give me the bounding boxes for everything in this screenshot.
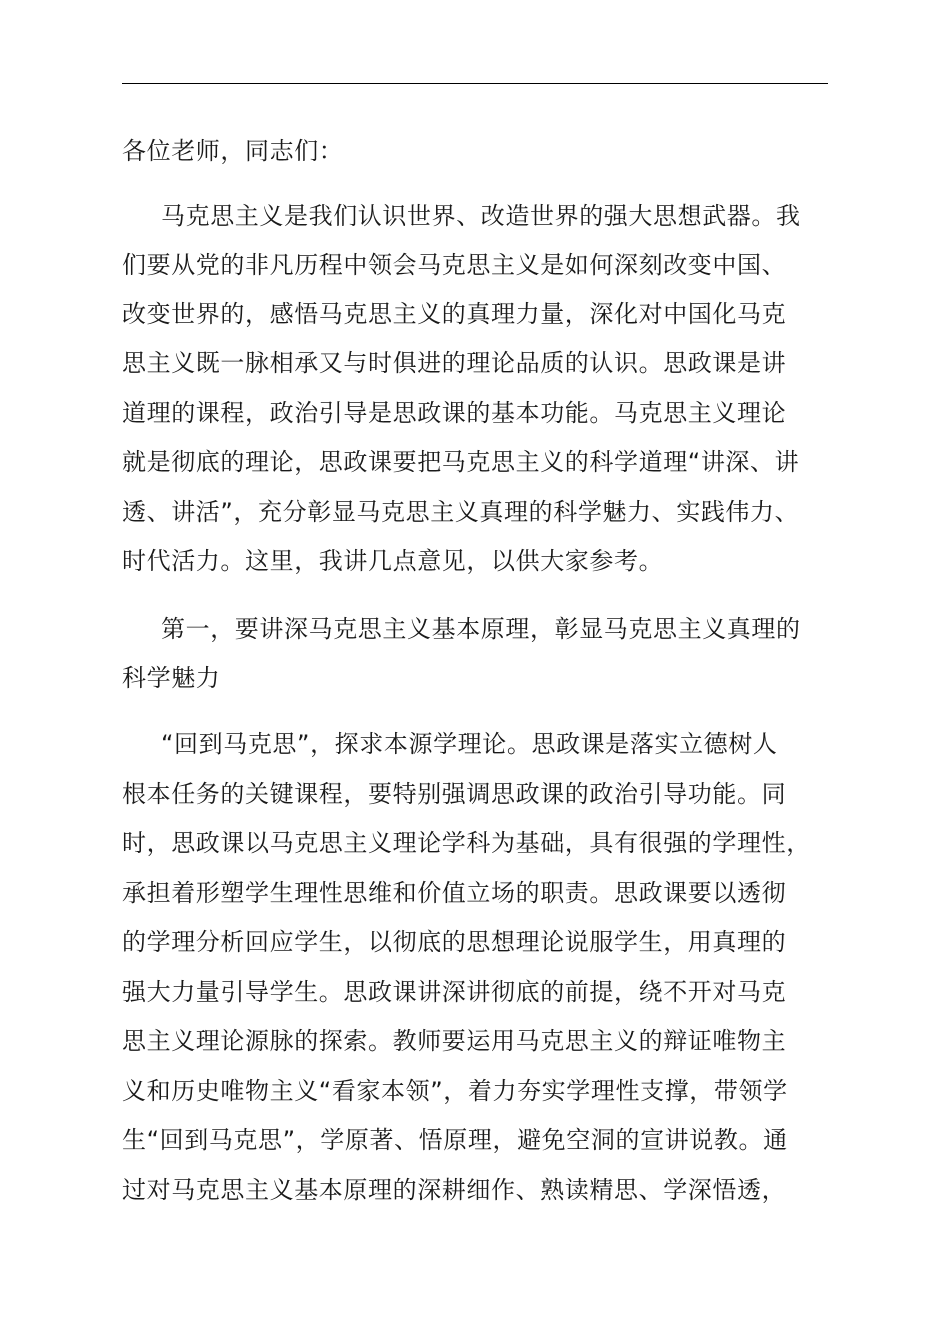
paragraph-1-line-7: 透、讲活”，充分彰显马克思主义真理的科学魅力、实践伟力、 [122, 498, 800, 526]
paragraph-1-line-6: 就是彻底的理论，思政课要把马克思主义的科学道理“讲深、讲 [122, 448, 800, 476]
paragraph-3-line-3: 时，思政课以马克思主义理论学科为基础，具有很强的学理性， [122, 829, 811, 857]
paragraph-1-line-8: 时代活力。这里，我讲几点意见，以供大家参考。 [122, 547, 664, 575]
paragraph-3-line-9: 生“回到马克思”，学原著、悟原理，避免空洞的宣讲说教。通 [122, 1126, 788, 1154]
paragraph-3-line-10: 过对马克思主义基本原理的深耕细作、熟读精思、学深悟透， [122, 1176, 787, 1204]
section-heading-line-1: 第一，要讲深马克思主义基本原理，彰显马克思主义真理的 [161, 615, 801, 643]
paragraph-1-line-3: 改变世界的，感悟马克思主义的真理力量，深化对中国化马克 [122, 300, 787, 328]
paragraph-1-line-2: 们要从党的非凡历程中领会马克思主义是如何深刻改变中国、 [122, 251, 787, 279]
paragraph-3-line-2: 根本任务的关键课程，要特别强调思政课的政治引导功能。同 [122, 780, 787, 808]
paragraph-3-line-7: 思主义理论源脉的探索。教师要运用马克思主义的辩证唯物主 [122, 1027, 787, 1055]
salutation: 各位老师，同志们： [122, 137, 344, 165]
paragraph-3-line-6: 强大力量引导学生。思政课讲深讲彻底的前提，绕不开对马克 [122, 978, 787, 1006]
paragraph-1-line-4: 思主义既一脉相承又与时俱进的理论品质的认识。思政课是讲 [122, 349, 787, 377]
paragraph-1-line-1: 马克思主义是我们认识世界、改造世界的强大思想武器。我 [161, 202, 801, 230]
paragraph-3-line-8: 义和历史唯物主义“看家本领”，着力夯实学理性支撑，带领学 [122, 1077, 788, 1105]
section-heading-line-2: 科学魅力 [122, 664, 221, 692]
paragraph-3-line-1: “回到马克思”，探求本源学理论。思政课是落实立德树人 [161, 730, 778, 758]
paragraph-1-line-5: 道理的课程，政治引导是思政课的基本功能。马克思主义理论 [122, 399, 787, 427]
paragraph-3-line-5: 的学理分析回应学生，以彻底的思想理论说服学生，用真理的 [122, 928, 787, 956]
header-rule [122, 83, 828, 84]
paragraph-3-line-4: 承担着形塑学生理性思维和价值立场的职责。思政课要以透彻 [122, 879, 787, 907]
